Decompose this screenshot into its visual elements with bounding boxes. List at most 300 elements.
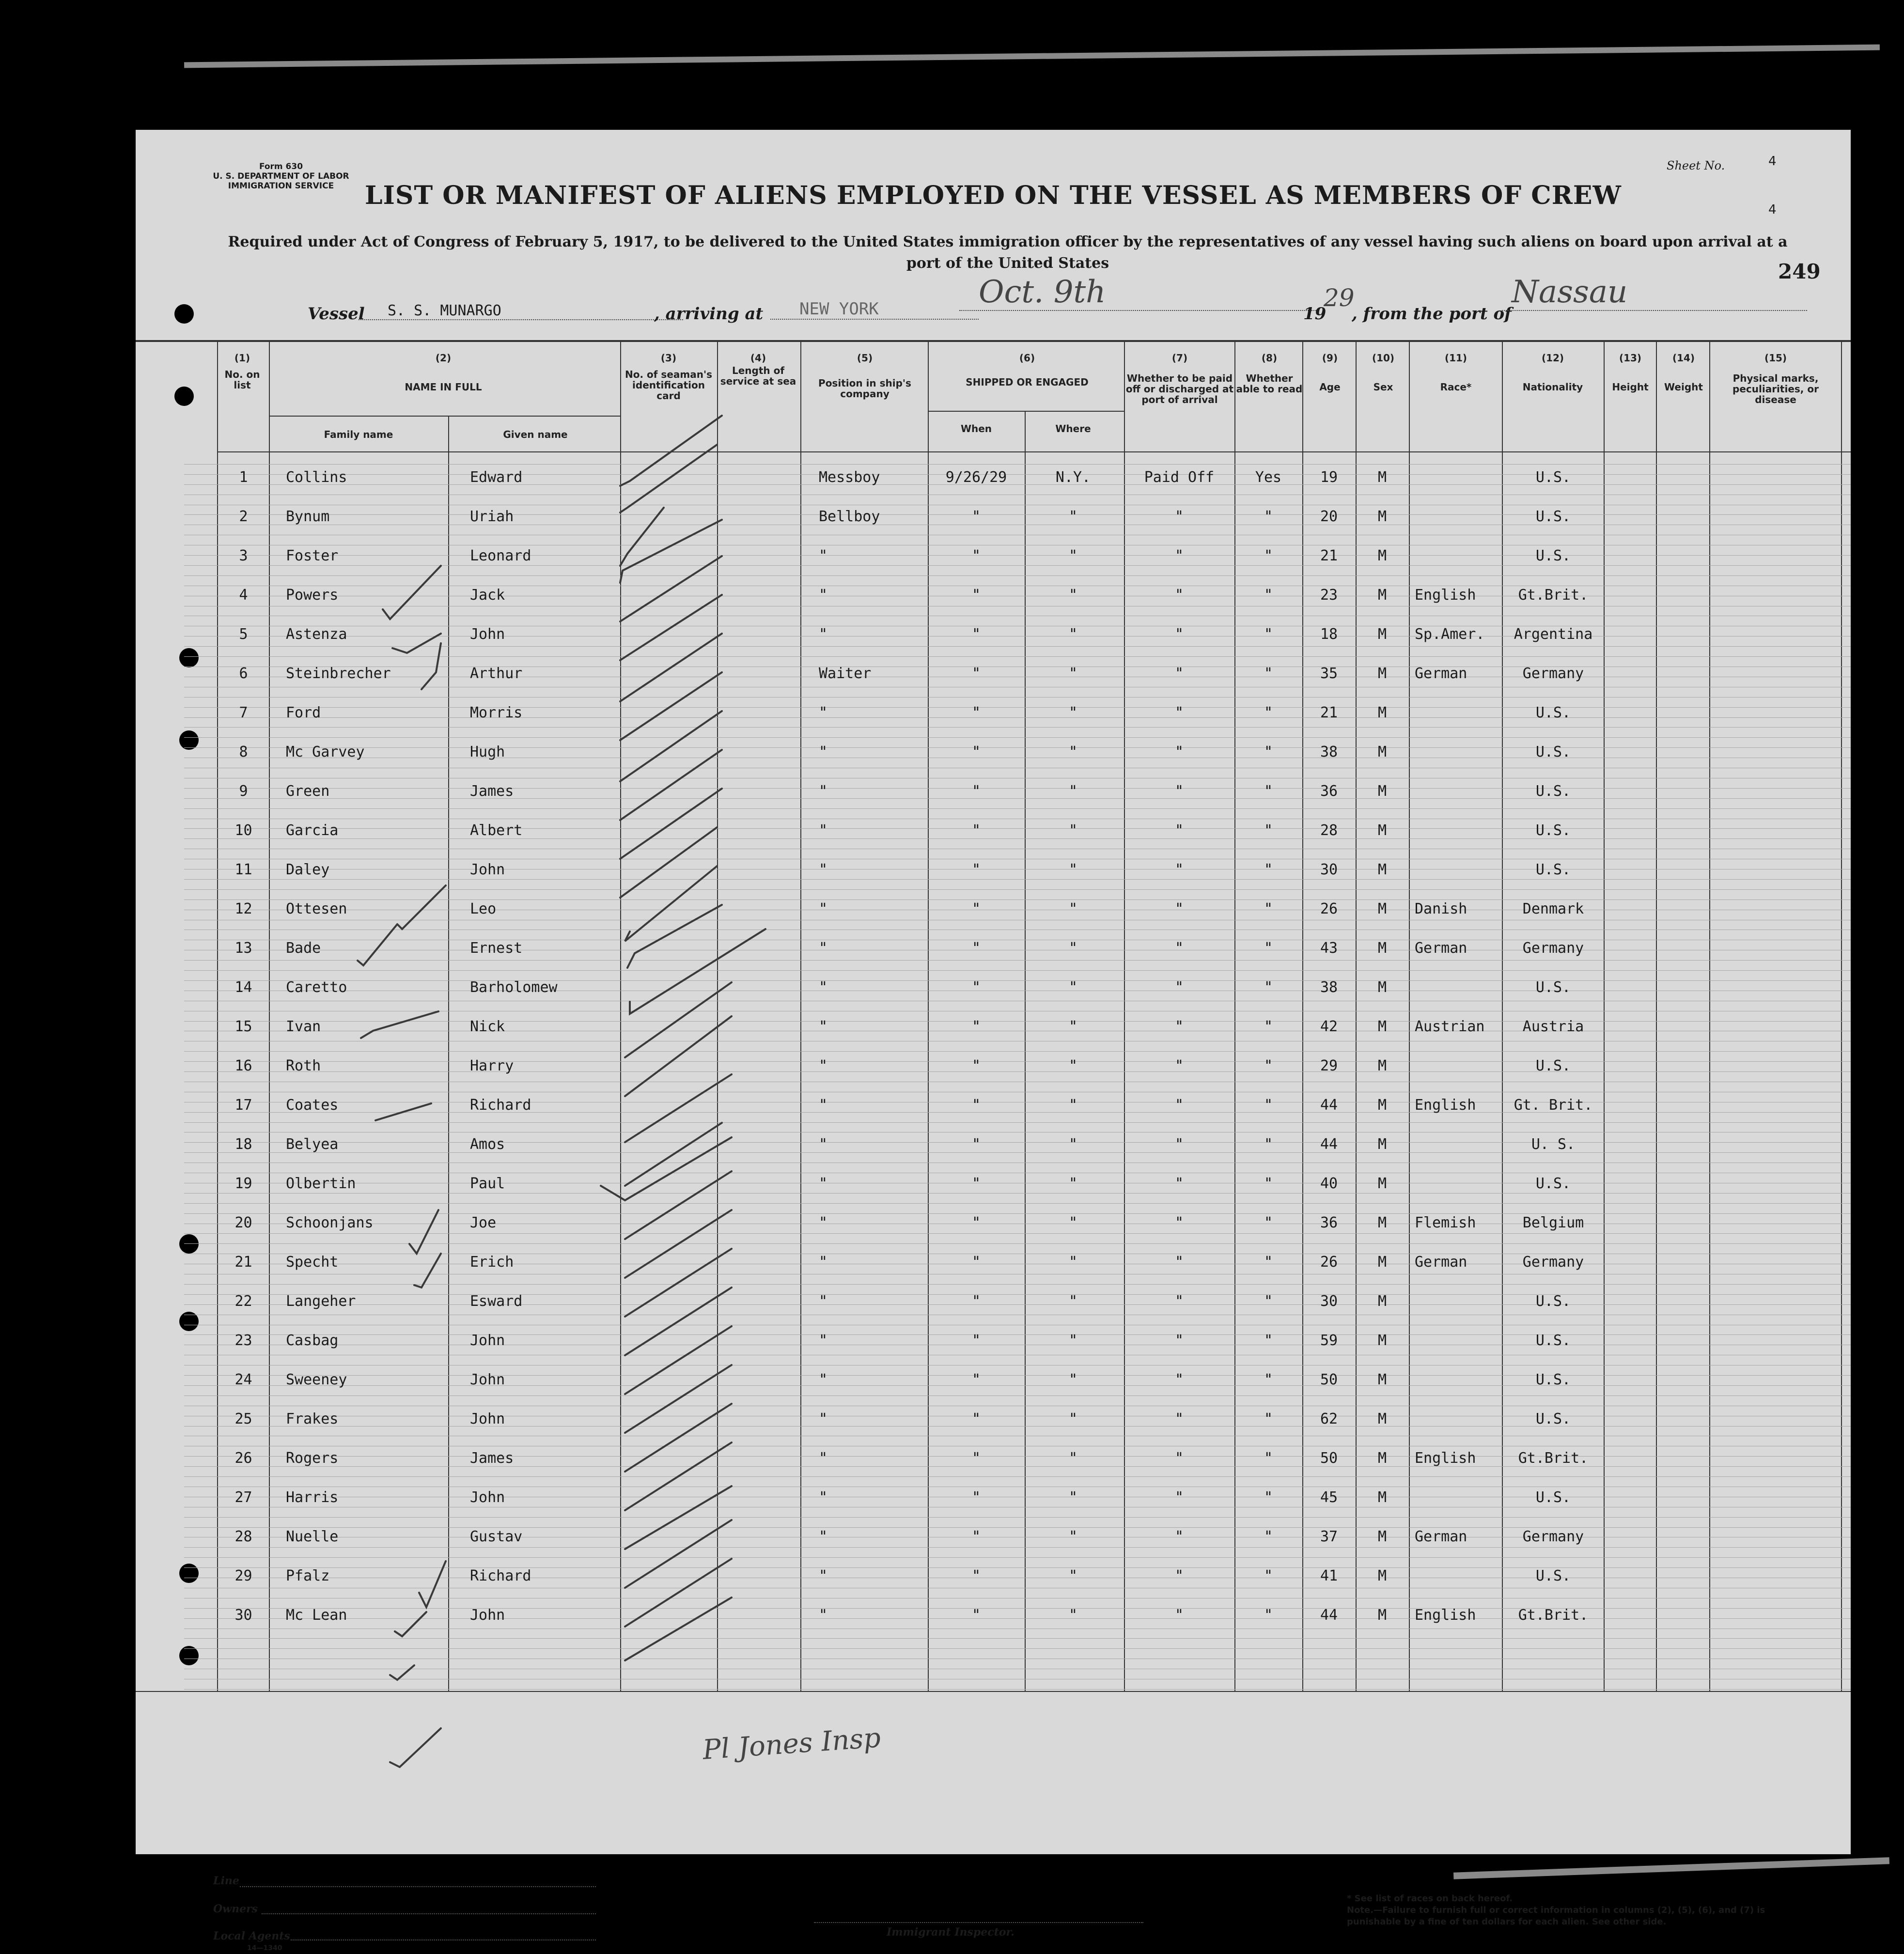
cell-where: " [1068, 1450, 1078, 1467]
cell-sex: M [1377, 979, 1387, 996]
sheet-value-2: 4 [1768, 202, 1777, 217]
cell-where: " [1068, 979, 1078, 996]
cell-sex: M [1377, 1214, 1387, 1231]
cell-age: 29 [1320, 1057, 1338, 1074]
cell-race: German [1415, 665, 1467, 682]
film-edge-top [184, 45, 1880, 68]
cell-read: " [1264, 1254, 1273, 1271]
cell-no: 6 [239, 665, 248, 682]
cell-sex: M [1377, 1489, 1387, 1506]
arriving-label: , arriving at [654, 304, 764, 324]
cell-family: Belyea [286, 1136, 339, 1153]
cell-read: " [1264, 744, 1273, 760]
check-mark [620, 672, 722, 740]
col6-where-header: Where [1055, 423, 1091, 434]
cell-paid: " [1174, 665, 1184, 682]
check-mark [620, 508, 664, 566]
cell-age: 44 [1320, 1136, 1338, 1153]
cell-nationality: U.S. [1535, 1411, 1571, 1427]
inspector-label: Immigrant Inspector. [887, 1926, 1014, 1938]
cell-age: 44 [1320, 1097, 1338, 1114]
arrival-date: Oct. 9th [959, 274, 1318, 311]
check-mark [395, 1612, 426, 1636]
cell-sex: M [1377, 469, 1387, 486]
cell-no: 16 [234, 1057, 252, 1074]
arriving-value: NEW YORK [770, 299, 979, 320]
cell-where: " [1068, 1528, 1078, 1545]
cell-no: 7 [239, 704, 248, 721]
cell-family: Astenza [286, 626, 347, 643]
vessel-value: S. S. MUNARGO [359, 302, 683, 320]
col10-header: (10) Sex [1372, 352, 1395, 393]
col2-family-header: Family name [324, 429, 393, 440]
cell-when: " [971, 626, 981, 643]
cell-when: " [971, 979, 981, 996]
cell-given: Joe [470, 1214, 497, 1231]
cell-family: Sweeney [286, 1371, 347, 1388]
line-field [240, 1886, 596, 1887]
cell-given: Amos [470, 1136, 505, 1153]
cell-read: " [1264, 861, 1273, 878]
cell-nationality: Germany [1522, 1254, 1584, 1271]
check-mark [625, 1210, 732, 1278]
cell-paid: Paid Off [1144, 469, 1215, 486]
cell-paid: " [1174, 1371, 1184, 1388]
cell-position: " [819, 940, 828, 957]
cell-read: " [1264, 1567, 1273, 1584]
cell-position: " [819, 587, 828, 604]
service: IMMIGRATION SERVICE [228, 181, 334, 191]
cell-nationality: U.S. [1535, 1489, 1571, 1506]
cell-age: 21 [1320, 547, 1338, 564]
cell-when: " [971, 665, 981, 682]
owners-field [262, 1913, 596, 1914]
cell-family: Schoonjans [286, 1214, 374, 1231]
cell-read: " [1264, 665, 1273, 682]
cell-no: 21 [234, 1254, 252, 1271]
cell-where: " [1068, 783, 1078, 800]
cell-given: Barholomew [470, 979, 558, 996]
cell-where: " [1068, 744, 1078, 760]
from-port: Nassau [1502, 274, 1807, 311]
cell-when: " [971, 1136, 981, 1153]
cell-age: 36 [1320, 1214, 1338, 1231]
cell-where: N.Y. [1055, 469, 1091, 486]
cell-read: " [1264, 508, 1273, 525]
cell-family: Pfalz [286, 1567, 330, 1584]
cell-read: " [1264, 1371, 1273, 1388]
cell-position: " [819, 979, 828, 996]
cell-sex: M [1377, 1293, 1387, 1310]
cell-sex: M [1377, 626, 1387, 643]
cell-sex: M [1377, 665, 1387, 682]
check-mark [620, 634, 722, 701]
cell-no: 25 [234, 1411, 252, 1427]
inspector-signature: Pl Jones Insp [702, 1722, 882, 1766]
agents-code: 14—1340 [247, 1944, 282, 1952]
col2-given-header: Given name [503, 429, 568, 440]
cell-sex: M [1377, 1528, 1387, 1545]
col12-header: (12) Nationality [1522, 352, 1583, 393]
cell-nationality: U.S. [1535, 979, 1571, 996]
cell-paid: " [1174, 861, 1184, 878]
cell-family: Ford [286, 704, 321, 721]
cell-nationality: Gt.Brit. [1518, 587, 1589, 604]
cell-when: " [971, 783, 981, 800]
cell-nationality: U.S. [1535, 469, 1571, 486]
col8-header: (8) Whether able to read [1236, 352, 1303, 395]
cell-read: " [1264, 1214, 1273, 1231]
cell-when: " [971, 1175, 981, 1192]
cell-race: English [1415, 1607, 1476, 1624]
cell-nationality: U.S. [1535, 1567, 1571, 1584]
cell-when: " [971, 1371, 981, 1388]
cell-sex: M [1377, 1136, 1387, 1153]
cell-age: 38 [1320, 979, 1338, 996]
cell-family: Caretto [286, 979, 347, 996]
cell-paid: " [1174, 1607, 1184, 1624]
cell-nationality: Germany [1522, 1528, 1584, 1545]
cell-when: " [971, 940, 981, 957]
agents-field [291, 1939, 596, 1940]
cell-when: " [971, 1528, 981, 1545]
check-mark [414, 1254, 441, 1287]
cell-paid: " [1174, 1097, 1184, 1114]
cell-family: Garcia [286, 822, 339, 839]
cell-read: " [1264, 626, 1273, 643]
cell-given: Albert [470, 822, 523, 839]
cell-age: 28 [1320, 822, 1338, 839]
cell-no: 9 [239, 783, 248, 800]
cell-paid: " [1174, 547, 1184, 564]
cell-where: " [1068, 1097, 1078, 1114]
cell-position: " [819, 744, 828, 760]
cell-when: " [971, 1332, 981, 1349]
cell-age: 43 [1320, 940, 1338, 957]
cell-position: " [819, 900, 828, 917]
owners-label: Owners [213, 1903, 258, 1915]
cell-no: 26 [234, 1450, 252, 1467]
cell-family: Collins [286, 469, 347, 486]
cell-race: Danish [1415, 900, 1467, 917]
cell-age: 62 [1320, 1411, 1338, 1427]
cell-nationality: U.S. [1535, 861, 1571, 878]
cell-family: Mc Garvey [286, 744, 365, 760]
cell-no: 20 [234, 1214, 252, 1231]
cell-family: Casbag [286, 1332, 339, 1349]
cell-given: Jack [470, 587, 505, 604]
cell-no: 27 [234, 1489, 252, 1506]
cell-given: John [470, 1332, 505, 1349]
cell-race: German [1415, 940, 1467, 957]
cell-sex: M [1377, 1411, 1387, 1427]
cell-nationality: U.S. [1535, 822, 1571, 839]
cell-age: 50 [1320, 1371, 1338, 1388]
cell-given: Nick [470, 1018, 505, 1035]
form-number: Form 630 [259, 162, 303, 171]
cell-nationality: U.S. [1535, 547, 1571, 564]
cell-age: 42 [1320, 1018, 1338, 1035]
check-mark [625, 1287, 732, 1355]
cell-family: Frakes [286, 1411, 339, 1427]
cell-paid: " [1174, 626, 1184, 643]
cell-given: Uriah [470, 508, 514, 525]
cell-sex: M [1377, 587, 1387, 604]
cell-age: 40 [1320, 1175, 1338, 1192]
cell-age: 45 [1320, 1489, 1338, 1506]
cell-sex: M [1377, 1607, 1387, 1624]
cell-given: Arthur [470, 665, 523, 682]
cell-sex: M [1377, 1332, 1387, 1349]
races-note: * See list of races on back hereof. [1347, 1893, 1513, 1904]
cell-given: John [470, 861, 505, 878]
cell-where: " [1068, 547, 1078, 564]
cell-nationality: U.S. [1535, 1057, 1571, 1074]
manifest-sheet [136, 130, 1851, 1952]
check-mark [421, 643, 441, 689]
check-mark [392, 634, 441, 653]
cell-paid: " [1174, 1450, 1184, 1467]
cell-read: " [1264, 1293, 1273, 1310]
vessel-label: Vessel [308, 304, 365, 324]
cell-position: " [819, 1489, 828, 1506]
check-mark [390, 1665, 414, 1680]
cell-when: " [971, 1450, 981, 1467]
cell-where: " [1068, 1018, 1078, 1035]
cell-sex: M [1377, 1450, 1387, 1467]
cell-read: " [1264, 940, 1273, 957]
cell-no: 3 [239, 547, 248, 564]
cell-position: " [819, 547, 828, 564]
cell-read: " [1264, 587, 1273, 604]
cell-position: " [819, 1136, 828, 1153]
check-mark [625, 1326, 732, 1394]
check-mark [620, 595, 722, 660]
cell-race: English [1415, 587, 1476, 604]
cell-nationality: U.S. [1535, 508, 1571, 525]
cell-given: Edward [470, 469, 523, 486]
cell-race: Austrian [1415, 1018, 1485, 1035]
cell-sex: M [1377, 1057, 1387, 1074]
check-mark [419, 1561, 446, 1607]
cell-family: Rogers [286, 1450, 339, 1467]
cell-when: " [971, 822, 981, 839]
cell-race: English [1415, 1097, 1476, 1114]
cell-read: " [1264, 1332, 1273, 1349]
col3-header: (3) No. of seaman's identification card [624, 352, 712, 402]
col2-header: (2) NAME IN FULL [405, 352, 482, 393]
cell-given: Paul [470, 1175, 505, 1192]
col6-when-header: When [960, 423, 992, 434]
cell-read: " [1264, 979, 1273, 996]
cell-age: 30 [1320, 1293, 1338, 1310]
cell-no: 17 [234, 1097, 252, 1114]
check-mark [620, 827, 717, 898]
check-mark [625, 1520, 732, 1588]
cell-where: " [1068, 587, 1078, 604]
cell-paid: " [1174, 1057, 1184, 1074]
cell-read: " [1264, 1097, 1273, 1114]
cell-family: Steinbrecher [286, 665, 391, 682]
cell-position: " [819, 1175, 828, 1192]
cell-where: " [1068, 822, 1078, 839]
cell-when: " [971, 1567, 981, 1584]
cell-position: " [819, 1411, 828, 1427]
cell-paid: " [1174, 1136, 1184, 1153]
col11-header: (11) Race* [1440, 352, 1472, 393]
cell-age: 38 [1320, 744, 1338, 760]
agents-label: Local Agents [213, 1930, 290, 1942]
cell-given: Gustav [470, 1528, 523, 1545]
cell-family: Bade [286, 940, 321, 957]
cell-age: 18 [1320, 626, 1338, 643]
cell-paid: " [1174, 1175, 1184, 1192]
cell-race: English [1415, 1450, 1476, 1467]
cell-given: John [470, 1411, 505, 1427]
cell-paid: " [1174, 822, 1184, 839]
cell-age: 41 [1320, 1567, 1338, 1584]
cell-age: 59 [1320, 1332, 1338, 1349]
check-mark [620, 750, 722, 820]
cell-when: " [971, 1018, 981, 1035]
col9-header: (9) Age [1319, 352, 1341, 393]
cell-given: Hugh [470, 744, 505, 760]
cell-paid: " [1174, 900, 1184, 917]
cell-position: Bellboy [819, 508, 880, 525]
cell-when: 9/26/29 [945, 469, 1007, 486]
cell-where: " [1068, 900, 1078, 917]
cell-age: 35 [1320, 665, 1338, 682]
cell-race: Flemish [1415, 1214, 1476, 1231]
cell-family: Mc Lean [286, 1607, 347, 1624]
cell-given: Harry [470, 1057, 514, 1074]
cell-where: " [1068, 1371, 1078, 1388]
penalty-note: Note.—Failure to furnish full or correct information in columns (2), (5), (6), and (7) is punishable by a fine of ten dollars for each alien. See other side. [1347, 1905, 1765, 1927]
check-mark [625, 1486, 732, 1549]
col5-header: (5) Position in ship's company [818, 352, 911, 400]
cell-where: " [1068, 704, 1078, 721]
cell-no: 18 [234, 1136, 252, 1153]
cell-no: 23 [234, 1332, 252, 1349]
check-mark [625, 1404, 732, 1472]
cell-age: 44 [1320, 1607, 1338, 1624]
cell-read: " [1264, 1057, 1273, 1074]
cell-when: " [971, 1097, 981, 1114]
cell-age: 20 [1320, 508, 1338, 525]
cell-paid: " [1174, 744, 1184, 760]
cell-where: " [1068, 1136, 1078, 1153]
check-mark [361, 1011, 438, 1038]
cell-sex: M [1377, 547, 1387, 564]
cell-given: Erich [470, 1254, 514, 1271]
cell-read: " [1264, 822, 1273, 839]
cell-paid: " [1174, 1214, 1184, 1231]
check-mark [397, 885, 446, 929]
cell-sex: M [1377, 1254, 1387, 1271]
cell-when: " [971, 1411, 981, 1427]
cell-no: 11 [234, 861, 252, 878]
cell-no: 4 [239, 587, 248, 604]
cell-position: " [819, 1097, 828, 1114]
line-label: Line [213, 1875, 239, 1887]
cell-given: Richard [470, 1097, 531, 1114]
cell-nationality: Gt.Brit. [1518, 1450, 1589, 1467]
cell-position: " [819, 1332, 828, 1349]
cell-where: " [1068, 861, 1078, 878]
cell-where: " [1068, 1607, 1078, 1624]
cell-family: Powers [286, 587, 339, 604]
cell-family: Nuelle [286, 1528, 339, 1545]
cell-position: " [819, 1607, 828, 1624]
check-mark [625, 1559, 732, 1627]
cell-where: " [1068, 508, 1078, 525]
cell-family: Specht [286, 1254, 339, 1271]
cell-nationality: U.S. [1535, 1293, 1571, 1310]
cell-where: " [1068, 1567, 1078, 1584]
col4-header: (4) Length of service at sea [720, 352, 796, 387]
check-mark [625, 1365, 732, 1433]
check-mark [390, 1728, 441, 1767]
cell-nationality: U. S. [1531, 1136, 1576, 1153]
cell-family: Foster [286, 547, 339, 564]
cell-paid: " [1174, 1254, 1184, 1271]
cell-position: " [819, 1018, 828, 1035]
cell-position: " [819, 626, 828, 643]
check-mark [383, 566, 441, 619]
cell-age: 37 [1320, 1528, 1338, 1545]
cell-when: " [971, 744, 981, 760]
cell-given: Richard [470, 1567, 531, 1584]
cell-where: " [1068, 940, 1078, 957]
check-mark [375, 1103, 431, 1120]
cell-given: John [470, 1489, 505, 1506]
cell-given: John [470, 626, 505, 643]
cell-sex: M [1377, 940, 1387, 957]
cell-given: Leonard [470, 547, 531, 564]
cell-race: German [1415, 1254, 1467, 1271]
cell-no: 30 [234, 1607, 252, 1624]
check-mark [620, 789, 722, 859]
cell-nationality: Belgium [1522, 1214, 1584, 1231]
cell-where: " [1068, 665, 1078, 682]
cell-paid: " [1174, 1567, 1184, 1584]
cell-nationality: Gt. Brit. [1514, 1097, 1593, 1114]
cell-when: " [971, 1254, 981, 1271]
cell-nationality: U.S. [1535, 744, 1571, 760]
cell-read: " [1264, 547, 1273, 564]
cell-given: John [470, 1607, 505, 1624]
cell-position: " [819, 1371, 828, 1388]
cell-age: 23 [1320, 587, 1338, 604]
cell-position: " [819, 783, 828, 800]
check-mark [625, 1597, 732, 1660]
col7-header: (7) Whether to be paid off or discharged at port of arrival [1125, 352, 1234, 405]
cell-no: 19 [234, 1175, 252, 1192]
cell-position: " [819, 704, 828, 721]
col15-header: (15) Physical marks, peculiarities, or disease [1732, 352, 1819, 405]
cell-age: 26 [1320, 1254, 1338, 1271]
form-title: LIST OR MANIFEST OF ALIENS EMPLOYED ON THE VESSEL AS MEMBERS OF CREW [365, 181, 1622, 210]
cell-sex: M [1377, 1018, 1387, 1035]
cell-read: " [1264, 1528, 1273, 1545]
check-mark [620, 520, 722, 583]
cell-race: Sp.Amer. [1415, 626, 1485, 643]
check-mark [601, 1137, 732, 1200]
cell-position: " [819, 1254, 828, 1271]
cell-sex: M [1377, 1371, 1387, 1388]
cell-position: " [819, 1293, 828, 1310]
cell-paid: " [1174, 1332, 1184, 1349]
